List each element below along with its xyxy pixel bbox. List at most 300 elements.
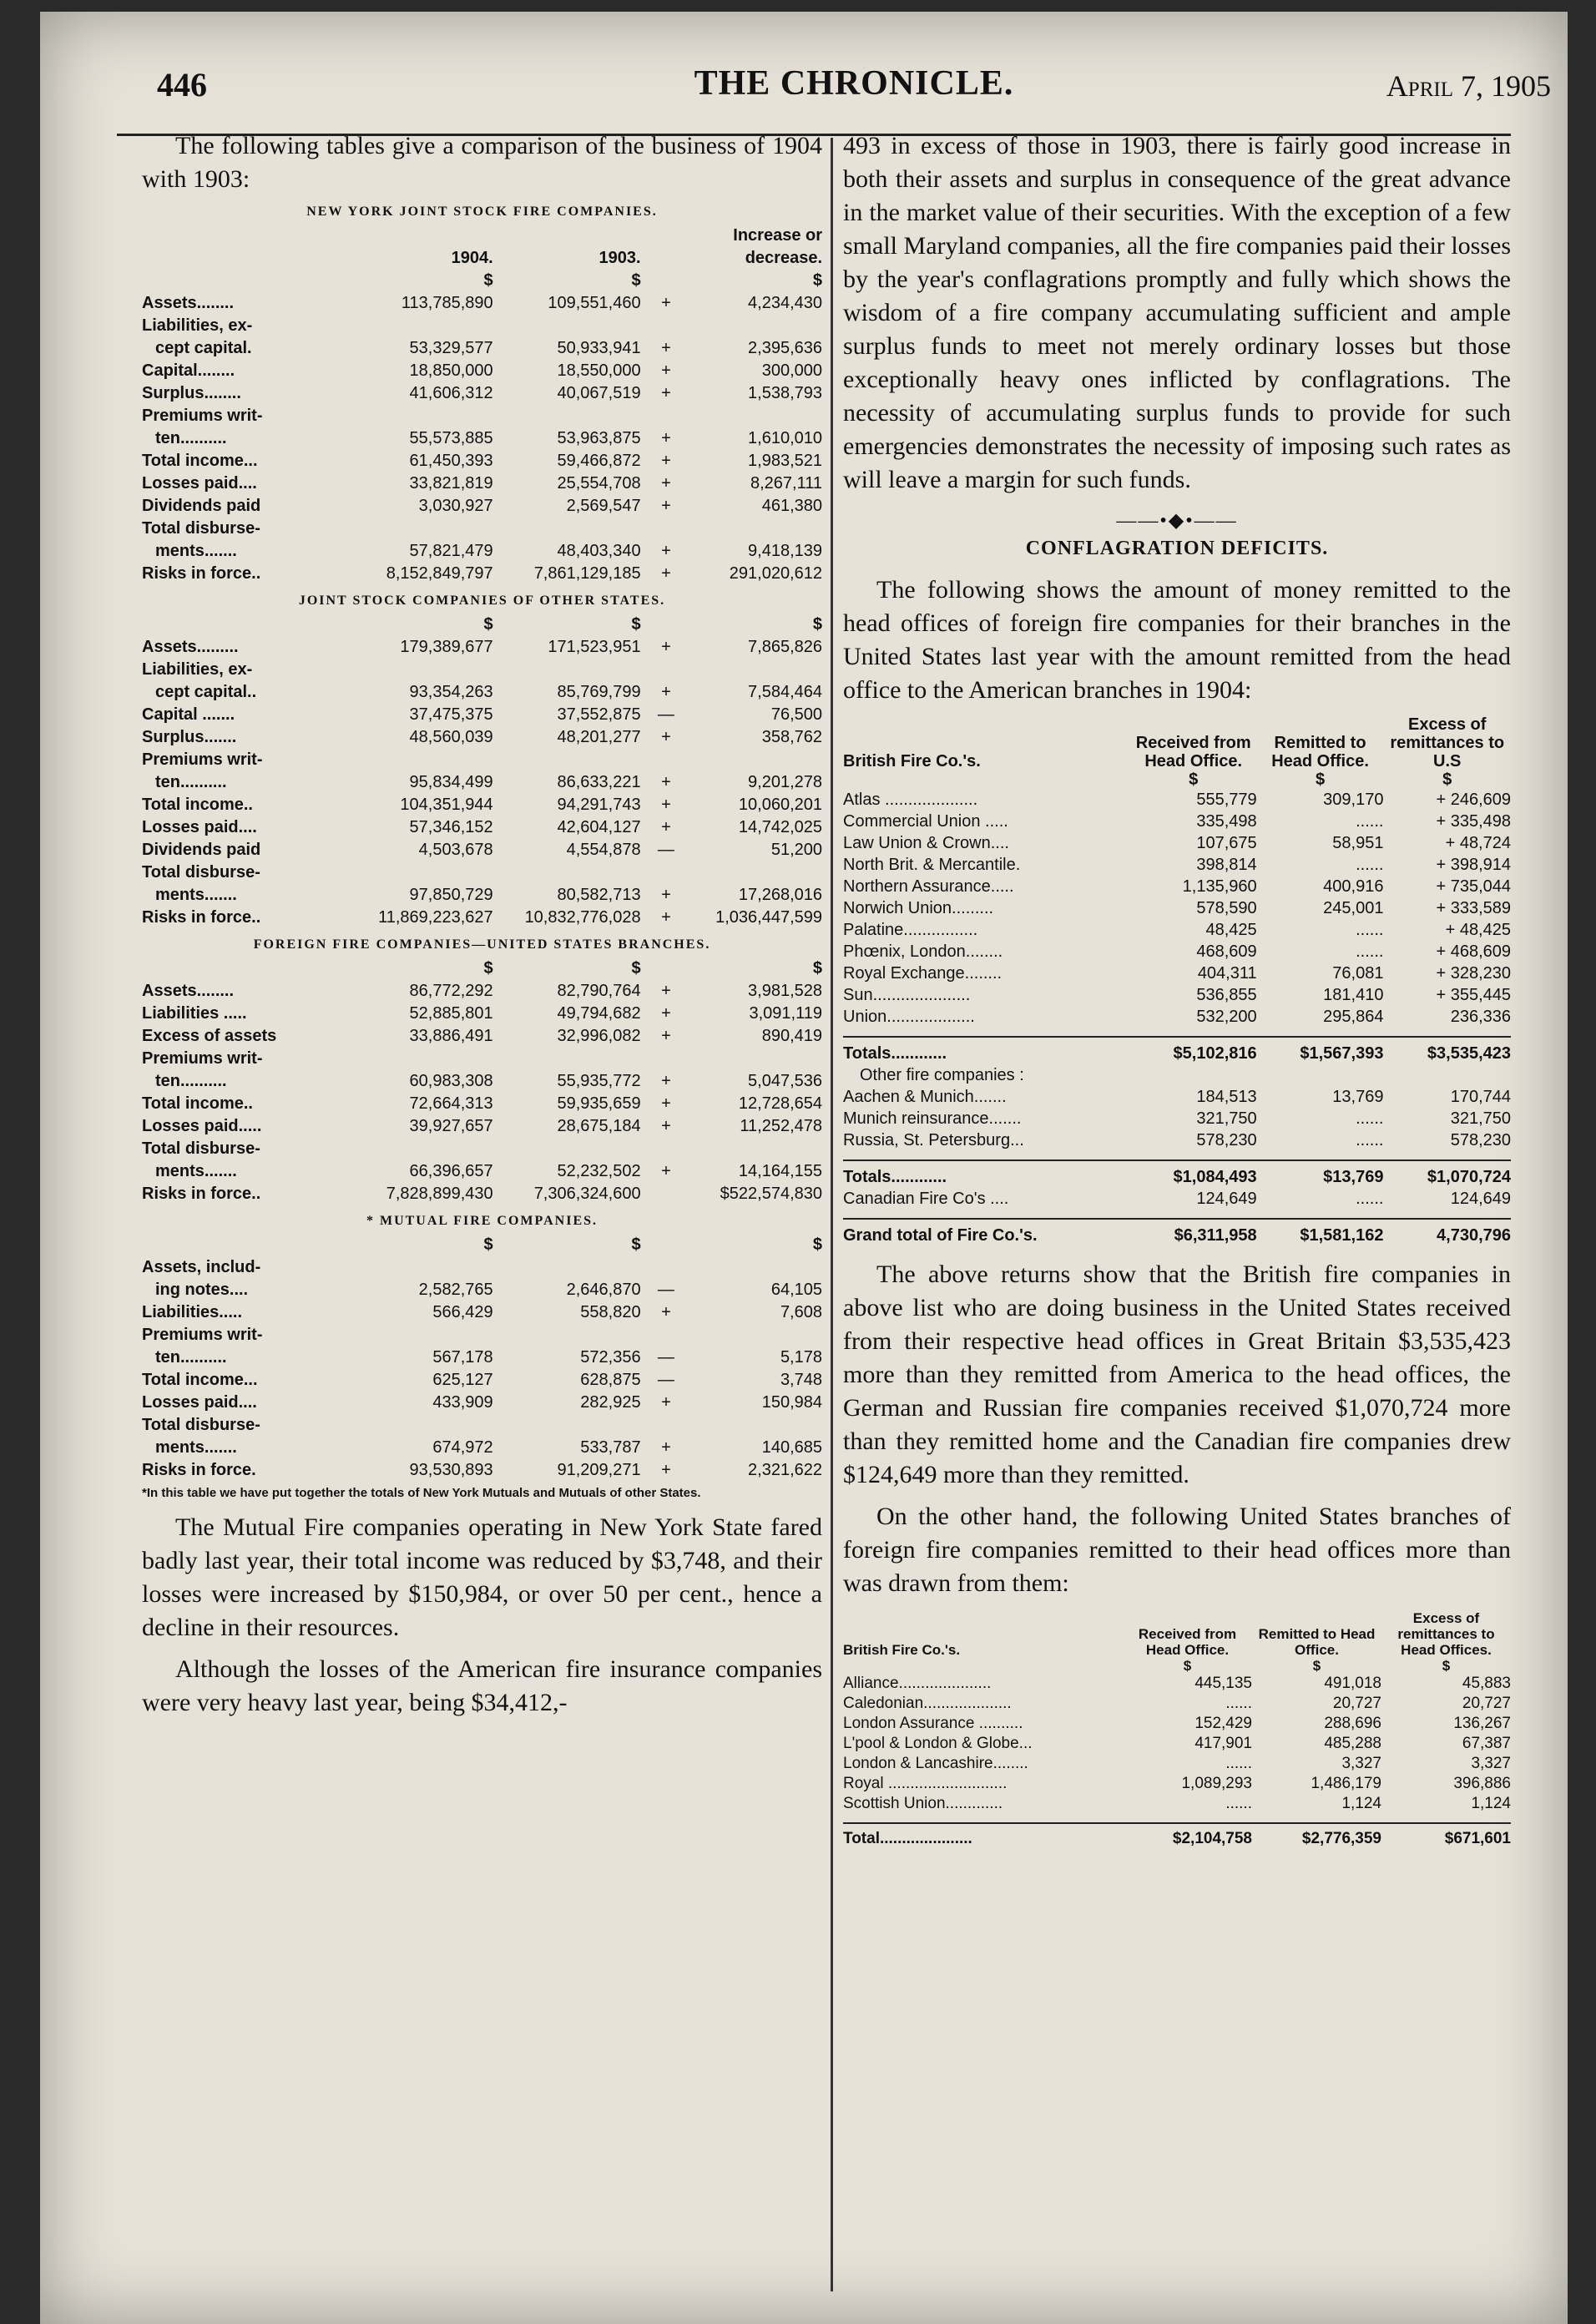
row-label: L'pool & London & Globe... (843, 1735, 1033, 1752)
table-row (142, 726, 822, 749)
value-1903: 85,769,799 (557, 683, 641, 701)
value-1904 (346, 1414, 493, 1437)
change-value: 8,267,111 (750, 474, 822, 493)
table-row (142, 1392, 822, 1414)
row-label: Premiums writ- (142, 1326, 263, 1344)
value-1903: 109,551,460 (548, 294, 641, 312)
change-sign (641, 659, 692, 681)
table-row (142, 315, 822, 337)
value-1903: 628,875 (580, 1371, 641, 1389)
change-value (691, 659, 822, 681)
change-sign (641, 1048, 692, 1070)
received-value: 417,901 (1194, 1735, 1252, 1752)
row-label: Totals............ (843, 1160, 1130, 1188)
row-label: Atlas .................... (843, 791, 978, 809)
table-row (142, 472, 822, 495)
table-row (843, 897, 1511, 919)
row-label: Risks in force.. (142, 564, 261, 583)
excess-value: + 333,589 (1436, 899, 1511, 917)
value-1903: 18,550,000 (557, 361, 641, 380)
value-1904: 625,127 (432, 1371, 493, 1389)
row-label: Assets, includ- (142, 1258, 261, 1276)
row-label: Union................... (843, 1008, 975, 1026)
change-sign: + (661, 1072, 671, 1090)
dollar-sign: $ (483, 1235, 493, 1254)
value-1904: 113,785,890 (401, 294, 493, 312)
page-header (157, 60, 1551, 119)
value-1903: 37,552,875 (557, 705, 641, 724)
table-title: NEW YORK JOINT STOCK FIRE COMPANIES. (306, 205, 658, 219)
value-1903 (493, 1324, 641, 1346)
table-row (843, 1108, 1511, 1129)
table-row (142, 816, 822, 839)
change-value: 12,728,654 (738, 1094, 822, 1113)
received-value: $6,311,958 (1130, 1219, 1257, 1246)
change-sign: + (661, 1094, 671, 1113)
table-row (142, 337, 822, 360)
change-sign (641, 405, 692, 427)
change-sign: + (661, 1162, 671, 1180)
dollar-sign: $ (812, 615, 822, 634)
change-value (691, 1414, 822, 1437)
table-row (142, 1115, 822, 1138)
row-label: Excess of assets (142, 1027, 277, 1045)
row-label: Northern Assurance..... (843, 877, 1014, 896)
row-label: Assets......... (142, 638, 239, 656)
change-sign: + (661, 1461, 671, 1479)
change-sign: + (661, 683, 671, 701)
received-value: 1,089,293 (1181, 1775, 1252, 1792)
page-number: 446 (157, 66, 207, 104)
spacer (843, 1028, 1130, 1037)
table-row (142, 518, 822, 540)
change-value: 2,321,622 (748, 1461, 822, 1479)
value-1904: 93,354,263 (409, 683, 493, 701)
value-1903 (493, 1138, 641, 1160)
change-sign: + (661, 339, 671, 357)
column-header: Received from Head Office. (1138, 1626, 1237, 1658)
value-1903 (493, 405, 641, 427)
remittance-table-2 (843, 1610, 1511, 1849)
remitted-value: 245,001 (1323, 899, 1384, 917)
value-1904: 55,573,885 (409, 429, 493, 447)
table-row (142, 907, 822, 929)
table-row (843, 876, 1511, 897)
table-row (843, 1006, 1511, 1028)
dollar-blank (142, 957, 346, 980)
comparison-table (142, 614, 822, 929)
value-1904: 11,869,223,627 (378, 908, 493, 927)
change-sign: — (657, 1348, 674, 1367)
column-header: British Fire Co.'s. (843, 1642, 961, 1658)
table-row (142, 360, 822, 382)
value-1904 (346, 861, 493, 884)
value-1903: 53,963,875 (557, 429, 641, 447)
row-label: Total income... (142, 1371, 258, 1389)
remitted-value: 288,696 (1324, 1715, 1381, 1732)
change-sign (641, 749, 692, 771)
row-label: ments....... (155, 1438, 237, 1457)
value-1904: 3,030,927 (418, 497, 493, 515)
row-label: Canadian Fire Co's .... (843, 1190, 1009, 1208)
table-row (843, 1674, 1511, 1694)
value-1904: 39,927,657 (409, 1117, 493, 1135)
intro-paragraph: The following tables give a comparison of the business of 1904 with 1903: (142, 132, 822, 193)
header-blank (641, 225, 692, 270)
table-row (142, 1459, 822, 1482)
table-row (142, 704, 822, 726)
change-sign (641, 861, 692, 884)
table-row (843, 1774, 1511, 1794)
received-value: 398,814 (1196, 856, 1257, 874)
change-value: 1,036,447,599 (715, 908, 822, 927)
row-label: Phœnix, London........ (843, 942, 1003, 961)
row-label: Royal ........................... (843, 1775, 1008, 1792)
change-value: 14,742,025 (738, 818, 822, 836)
row-label: Total disburse- (142, 863, 260, 882)
row-label: ten.......... (155, 773, 227, 791)
dollar-sign: $ (631, 959, 641, 978)
remitted-value: 491,018 (1324, 1675, 1381, 1692)
change-value: 7,608 (780, 1303, 822, 1321)
value-1904: 104,351,944 (400, 796, 493, 814)
change-sign: + (661, 1027, 671, 1045)
column-header: Remitted to Head Office. (1271, 734, 1369, 770)
row-label: Premiums writ- (142, 407, 263, 425)
value-1903: 32,996,082 (557, 1027, 641, 1045)
spacer-row (843, 1028, 1511, 1037)
table-row (142, 1256, 822, 1279)
excess-value: 45,883 (1462, 1675, 1511, 1692)
change-value: 7,865,826 (748, 638, 822, 656)
dollar-blank (843, 1658, 1123, 1674)
row-label: Dividends paid (142, 497, 261, 515)
value-1903 (493, 315, 641, 337)
table-row (142, 1138, 822, 1160)
left-column (142, 129, 822, 1720)
remitted-value: 3,327 (1341, 1755, 1381, 1772)
table-row (142, 794, 822, 816)
value-1904: 18,850,000 (409, 361, 493, 380)
remitted-value: 20,727 (1332, 1695, 1381, 1712)
table-row (843, 1734, 1511, 1754)
dollar-sign: $ (483, 271, 493, 290)
received-value: $5,102,816 (1130, 1037, 1257, 1064)
change-value: 9,201,278 (748, 773, 822, 791)
change-value (691, 1138, 822, 1160)
dollar-sign: $ (1183, 1658, 1192, 1674)
table-row (142, 382, 822, 405)
row-label: ten.......... (155, 429, 227, 447)
excess-value: $3,535,423 (1383, 1037, 1511, 1064)
dollar-sign: $ (1442, 1658, 1451, 1674)
received-value: $1,084,493 (1130, 1160, 1257, 1188)
row-label: Scottish Union............. (843, 1795, 1003, 1812)
value-1904: 57,821,479 (409, 542, 493, 560)
excess-value: 67,387 (1462, 1735, 1511, 1752)
change-sign: + (661, 542, 671, 560)
change-sign: + (661, 1393, 671, 1412)
table-row (142, 1437, 822, 1459)
value-1903: 28,675,184 (557, 1117, 641, 1135)
row-label: Risks in force.. (142, 908, 261, 927)
received-value: 468,609 (1196, 942, 1257, 961)
remitted-value: 1,486,179 (1311, 1775, 1381, 1792)
change-sign: + (661, 361, 671, 380)
change-value (691, 861, 822, 884)
row-label: London Assurance .......... (843, 1715, 1023, 1732)
dollar-sign: $ (812, 1235, 822, 1254)
row-label: Royal Exchange........ (843, 964, 1003, 983)
change-value (691, 1324, 822, 1346)
remitted-value: 295,864 (1323, 1008, 1384, 1026)
dollar-row (142, 270, 822, 292)
change-value: 5,047,536 (748, 1072, 822, 1090)
value-1903: 282,925 (580, 1393, 641, 1412)
row-label: Grand total of Fire Co.'s. (843, 1219, 1130, 1246)
row-label: Liabilities, ex- (142, 660, 253, 679)
excess-value: 396,886 (1453, 1775, 1511, 1792)
change-value: 3,981,528 (748, 982, 822, 1000)
remitted-value: $13,769 (1257, 1160, 1384, 1188)
change-sign: + (661, 1004, 671, 1023)
change-value: 140,685 (761, 1438, 822, 1457)
table-row (142, 1369, 822, 1392)
excess-value: + 48,724 (1445, 834, 1511, 852)
value-1903: 42,604,127 (557, 818, 641, 836)
table-row (843, 1219, 1511, 1246)
table-row (142, 427, 822, 450)
row-label: Liabilities, ex- (142, 316, 253, 335)
value-1904 (346, 1138, 493, 1160)
change-value: 11,252,478 (740, 1117, 822, 1135)
dollar-sign: $ (1312, 1658, 1321, 1674)
dollar-sign: $ (631, 271, 641, 290)
dollar-sign: $ (812, 271, 822, 290)
change-value: 3,091,119 (749, 1004, 822, 1023)
received-value: 578,590 (1196, 899, 1257, 917)
table-row (843, 1714, 1511, 1734)
received-value: $2,104,758 (1123, 1823, 1252, 1849)
table-row (142, 861, 822, 884)
change-sign: + (661, 497, 671, 515)
change-value: 358,762 (761, 728, 822, 746)
row-label: Alliance..................... (843, 1675, 992, 1692)
change-value: 1,610,010 (748, 429, 822, 447)
value-1903 (493, 1048, 641, 1070)
change-value: 461,380 (761, 497, 822, 515)
column-header: Received from Head Office. (1135, 734, 1251, 770)
change-sign: + (661, 728, 671, 746)
value-1904: 52,885,801 (409, 1004, 493, 1023)
value-1903: 7,306,324,600 (533, 1185, 641, 1203)
table-row (142, 1183, 822, 1205)
change-sign: + (661, 982, 671, 1000)
received-value: 555,779 (1196, 791, 1257, 809)
value-1904: 33,886,491 (409, 1027, 493, 1045)
value-1904: 48,560,039 (409, 728, 493, 746)
row-label: Premiums writ- (142, 750, 263, 769)
value-1904 (346, 1048, 493, 1070)
change-sign: + (661, 773, 671, 791)
table-row (843, 1754, 1511, 1774)
row-label: Liabilities..... (142, 1303, 243, 1321)
received-value: ...... (1225, 1695, 1252, 1712)
row-label: ing notes.... (155, 1281, 249, 1299)
row-label: Law Union & Crown.... (843, 834, 1009, 852)
change-sign (641, 1183, 692, 1205)
dollar-blank (142, 614, 346, 636)
value-1903: 91,209,271 (557, 1461, 641, 1479)
row-label: Risks in force. (142, 1461, 256, 1479)
excess-value: 578,230 (1450, 1131, 1511, 1149)
table-row (142, 1160, 822, 1183)
issue-date: April 7, 1905 (1386, 69, 1551, 103)
column-divider (831, 138, 833, 2291)
row-label: ments....... (155, 1162, 237, 1180)
row-label: Total disburse- (142, 1416, 260, 1434)
table-row (142, 450, 822, 472)
value-1903: 59,466,872 (557, 452, 641, 470)
change-sign: + (661, 796, 671, 814)
dollar-blank (843, 770, 1130, 789)
value-1903 (493, 749, 641, 771)
value-1904: 674,972 (432, 1438, 493, 1457)
received-value: 152,429 (1194, 1715, 1252, 1732)
header-blank (142, 225, 346, 270)
dollar-blank (641, 270, 692, 292)
value-1904 (346, 315, 493, 337)
value-1903: 48,201,277 (557, 728, 641, 746)
row-label: London & Lancashire........ (843, 1755, 1028, 1772)
table-row (843, 1694, 1511, 1714)
table-row (843, 919, 1511, 941)
table-row (142, 1414, 822, 1437)
dollar-row (142, 957, 822, 980)
change-value: 76,500 (770, 705, 822, 724)
table-row (142, 1070, 822, 1093)
change-sign: — (657, 705, 674, 724)
table-title: * MUTUAL FIRE COMPANIES. (366, 1214, 598, 1228)
excess-value: 321,750 (1450, 1109, 1511, 1128)
change-sign: — (657, 841, 674, 859)
spacer (843, 1210, 1130, 1219)
remitted-value: 13,769 (1332, 1088, 1384, 1106)
table-row (843, 1129, 1511, 1151)
value-1903: 4,554,878 (566, 841, 641, 859)
table-row (843, 1086, 1511, 1108)
change-value: 17,268,016 (738, 886, 822, 904)
other-heading-row (843, 1064, 1511, 1086)
change-sign: — (657, 1281, 674, 1299)
excess-value: + 48,425 (1445, 921, 1511, 939)
value-1903: 7,861,129,185 (533, 564, 641, 583)
spacer-row (843, 1814, 1511, 1823)
value-1904: 8,152,849,797 (386, 564, 493, 583)
table-row (843, 832, 1511, 854)
value-1903: 80,582,713 (557, 886, 641, 904)
remitted-value: ...... (1356, 1131, 1384, 1149)
dollar-blank (142, 1234, 346, 1256)
remitted-value: 1,124 (1341, 1795, 1381, 1812)
excess-value: 20,727 (1462, 1695, 1511, 1712)
value-1904: 567,178 (432, 1348, 493, 1367)
change-value: 291,020,612 (729, 564, 822, 583)
spacer-row (843, 1210, 1511, 1219)
change-sign: + (661, 1117, 671, 1135)
value-1904: 97,850,729 (409, 886, 493, 904)
row-label: Total income.. (142, 796, 253, 814)
change-value: 300,000 (761, 361, 822, 380)
table-row (843, 789, 1511, 811)
table-row (142, 1093, 822, 1115)
excess-value: + 398,914 (1436, 856, 1511, 874)
value-1903: 94,291,743 (557, 796, 641, 814)
value-1904 (346, 1324, 493, 1346)
row-label: Losses paid.... (142, 474, 257, 493)
remitted-value: ...... (1356, 921, 1384, 939)
value-1903: 52,232,502 (557, 1162, 641, 1180)
publication-title: THE CHRONICLE. (694, 64, 1014, 103)
received-value: ...... (1225, 1795, 1252, 1812)
table-row (142, 1346, 822, 1369)
value-1904 (346, 749, 493, 771)
value-1903: 572,356 (580, 1348, 641, 1367)
comparison-table (142, 225, 822, 585)
conflagration-intro: The following shows the amount of money remitted to the head offices of foreign fire companies for their branches in the United States last year with the amount remitted from the head office to the American branches in 1904: (843, 576, 1511, 704)
row-label: ments....... (155, 542, 237, 560)
value-1903 (493, 659, 641, 681)
dollar-blank (142, 270, 346, 292)
received-value: 184,513 (1196, 1088, 1257, 1106)
table-row (142, 1048, 822, 1070)
change-value: 4,234,430 (748, 294, 822, 312)
row-label: Assets........ (142, 982, 235, 1000)
dollar-blank (641, 1234, 692, 1256)
change-sign: + (661, 1303, 671, 1321)
received-value: 532,200 (1196, 1008, 1257, 1026)
value-1904 (346, 1256, 493, 1279)
value-1904: 95,834,499 (409, 773, 493, 791)
remitted-value: 485,288 (1324, 1735, 1381, 1752)
dollar-sign: $ (483, 615, 493, 634)
received-value: ...... (1225, 1755, 1252, 1772)
column-header: Excess of remittances to Head Offices. (1397, 1610, 1495, 1658)
table-row (142, 771, 822, 794)
value-1904: 57,346,152 (409, 818, 493, 836)
table-row (142, 1003, 822, 1025)
change-sign: + (661, 638, 671, 656)
excess-value: 1,124 (1471, 1795, 1511, 1812)
remitted-value: 181,410 (1323, 986, 1384, 1004)
change-value (691, 1048, 822, 1070)
excess-value: + 468,609 (1436, 942, 1511, 961)
excess-value: + 335,498 (1436, 812, 1511, 831)
dollar-sign: $ (1189, 770, 1199, 789)
dollar-blank (641, 614, 692, 636)
row-label: Total disburse- (142, 519, 260, 538)
received-value: 1,135,960 (1182, 877, 1257, 896)
remitted-value: ...... (1356, 942, 1384, 961)
spacer (843, 1151, 1130, 1160)
dollar-row (142, 614, 822, 636)
value-1903: 50,933,941 (557, 339, 641, 357)
value-1904: 179,389,677 (400, 638, 493, 656)
value-1904: 566,429 (432, 1303, 493, 1321)
value-1904: 433,909 (432, 1393, 493, 1412)
row-label: Munich reinsurance....... (843, 1109, 1022, 1128)
spacer (843, 1814, 1123, 1823)
